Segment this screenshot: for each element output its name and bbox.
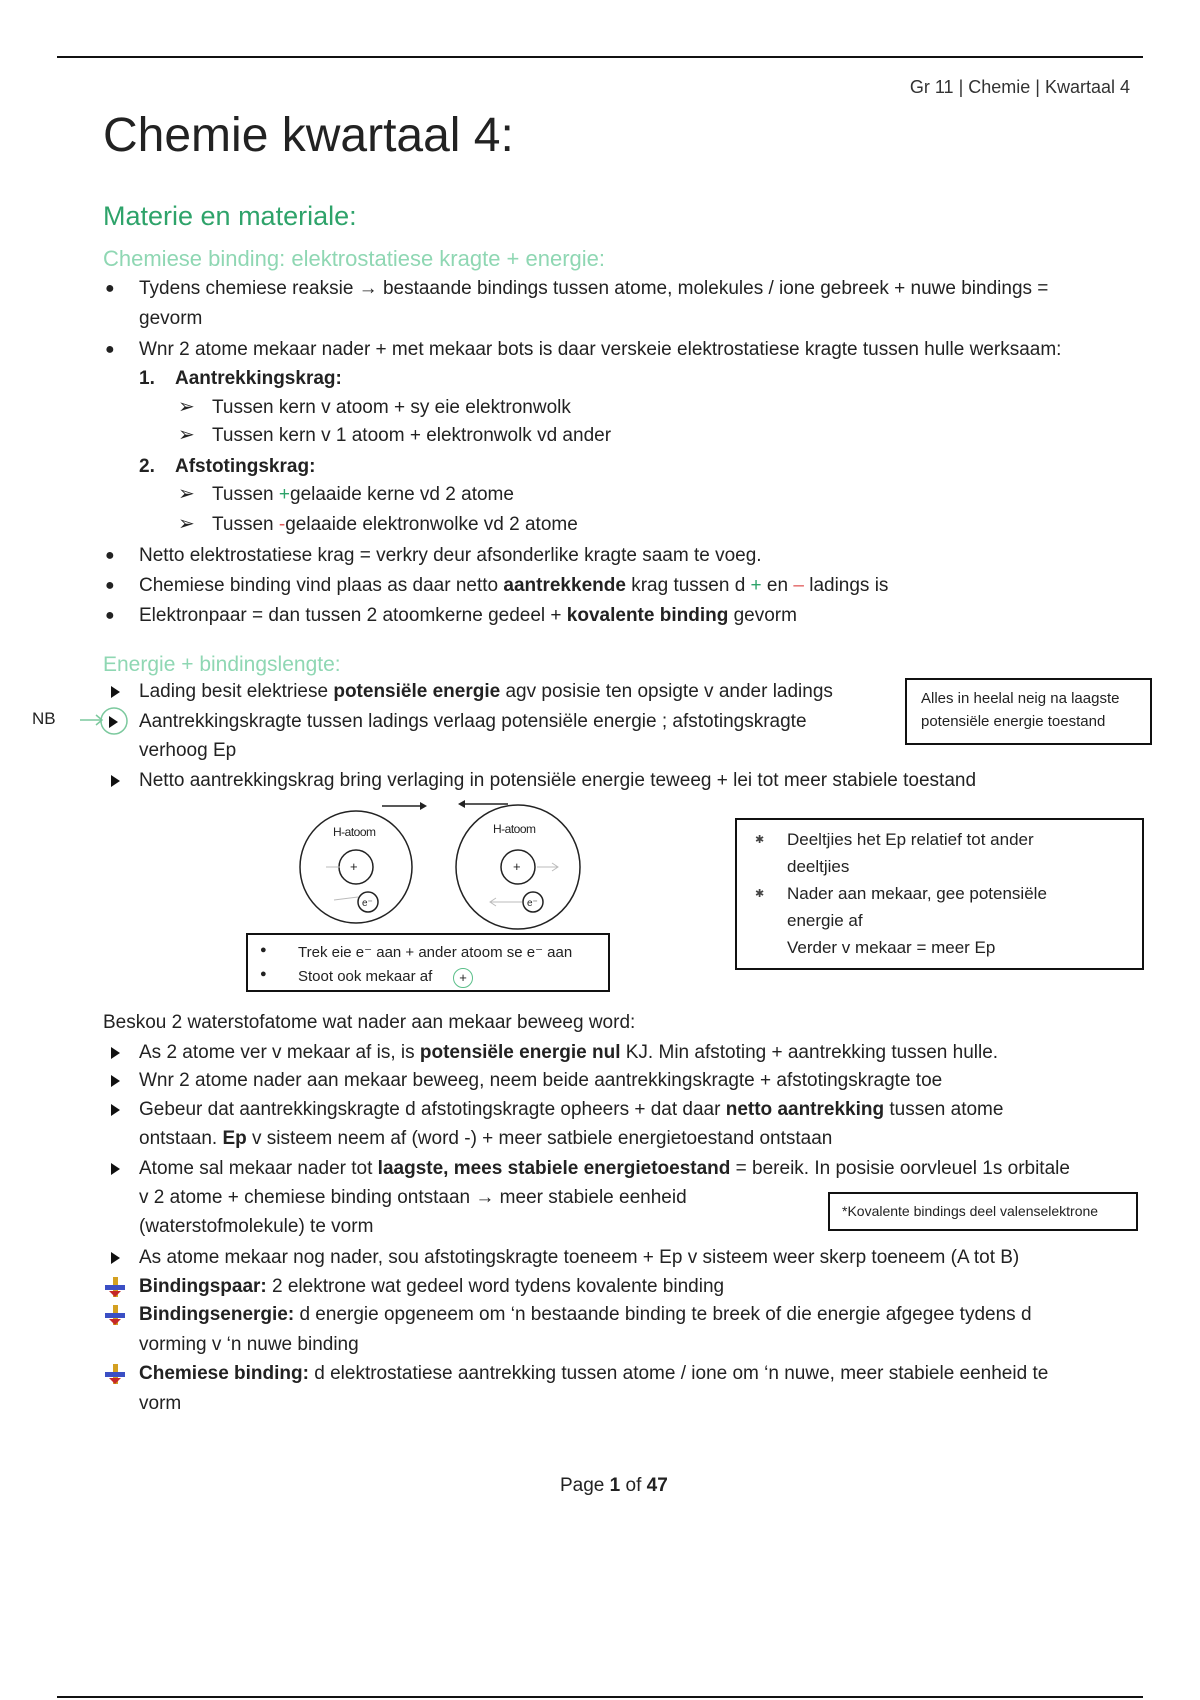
hydrogen-point-3a: Gebeur dat aantrekkingskragte d afstotingskragte opheers + dat daar netto aantrekking tussen atome <box>139 1099 1004 1120</box>
arrowhead-bullet-icon: ➢ <box>178 483 195 505</box>
numbered-item-1-label: Aantrekkingskrag: <box>175 368 342 389</box>
page-title: Chemie kwartaal 4: <box>103 109 514 162</box>
numbered-item-2-label: Afstotingskrag: <box>175 456 316 477</box>
subheading-chemical-bonding: Chemiese binding: elektrostatiese kragte + energie: <box>103 246 606 271</box>
definition-chemical-bond-a: Chemiese binding: d elektrostatiese aantrekking tussen atome / ione om ‘n nuwe, meer stabiele eenheid te <box>139 1363 1049 1384</box>
subheading-energy: Energie + bindingslengte: <box>103 653 341 676</box>
bullet-text-2: Wnr 2 atome mekaar nader + met mekaar bots is daar verskeie elektrostatiese kragte tussen hulle werksaam: <box>139 339 1062 360</box>
triangle-bullet-icon <box>111 1104 120 1116</box>
bullet-icon: ● <box>260 944 267 956</box>
definition-bond-energy-b: vorming v ‘n nuwe binding <box>139 1334 359 1355</box>
hydrogen-point-5: As atome mekaar nog nader, sou afstotingskragte toeneem + Ep v sisteem weer skerp toeneem (A tot B) <box>139 1247 1020 1268</box>
star-bullet-icon: ✱ <box>755 834 765 846</box>
energy-point-3: Netto aantrekkingskrag bring verlaging in potensiële energie teweeg + lei tot meer stabiele toestand <box>139 770 977 791</box>
arrowhead-bullet-icon: ➢ <box>178 396 195 418</box>
cross-arrow-icon <box>104 1363 126 1385</box>
triangle-bullet-icon <box>111 775 120 787</box>
arrowhead-bullet-icon: ➢ <box>178 513 195 535</box>
nucleus-sign-left: + <box>350 859 358 874</box>
bullet-icon: ● <box>105 577 115 594</box>
energy-point-2b: verhoog Ep <box>139 740 237 761</box>
triangle-bullet-icon <box>109 716 118 728</box>
triangle-bullet-icon <box>111 1252 120 1264</box>
cross-arrow-icon <box>104 1304 126 1326</box>
electron-sign-right: e⁻ <box>527 898 538 909</box>
note-box-particles: ✱ Deeltjies het Ep relatief tot ander deeltjies ✱ Nader aan mekaar, gee potensiële energie af Verder v mekaar = meer Ep <box>735 818 1144 970</box>
hydrogen-point-4c: (waterstofmolekule) te vorm <box>139 1216 374 1237</box>
sub-item-1b: Tussen kern v 1 atoom + elektronwolk vd ander <box>212 425 612 446</box>
bullet-text-1b: gevorm <box>139 308 203 329</box>
header-rule <box>57 56 1143 58</box>
bullet-text-1a: Tydens chemiese reaksie → bestaande bindings tussen atome, molekules / ione gebreek + nuwe bindings = <box>139 278 1049 299</box>
cross-arrow-icon <box>104 1276 126 1298</box>
hydrogen-point-1: As 2 atome ver v mekaar af is, is potensiële energie nul KJ. Min afstoting + aantrekking tussen hulle. <box>139 1042 999 1063</box>
nb-arrow-icon <box>78 704 128 738</box>
bullet-text-3: Netto elektrostatiese krag = verkry deur afsonderlike kragte saam te voeg. <box>139 545 762 566</box>
bullet-icon: ● <box>260 968 267 980</box>
star-bullet-icon: ✱ <box>755 888 765 900</box>
triangle-bullet-icon <box>111 1075 120 1087</box>
energy-point-1: Lading besit elektriese potensiële energie agv posisie ten opsigte v ander ladings <box>139 681 833 702</box>
arrowhead-bullet-icon: ➢ <box>178 424 195 446</box>
definition-chemical-bond-b: vorm <box>139 1393 182 1414</box>
definition-bond-energy-a: Bindingsenergie: d energie opgeneem om ‘n bestaande binding te breek of die energie afgegee tydens d <box>139 1304 1032 1325</box>
page-header: Gr 11 | Chemie | Kwartaal 4 <box>909 77 1130 97</box>
energy-point-2a: Aantrekkingskragte tussen ladings verlaag potensiële energie ; afstotingskragte <box>139 711 807 732</box>
bullet-text-5: Elektronpaar = dan tussen 2 atoomkerne gedeel + kovalente binding gevorm <box>139 605 797 626</box>
triangle-bullet-icon <box>111 1047 120 1059</box>
hydrogen-point-3b: ontstaan. Ep v sisteem neem af (word -) + meer satbiele energietoestand ontstaan <box>139 1128 833 1149</box>
atom-label-right: H-atoom <box>493 822 536 836</box>
sub-item-2a: Tussen +gelaaide kerne vd 2 atome <box>212 484 514 505</box>
triangle-bullet-icon <box>111 686 120 698</box>
numbered-item-1: 1. <box>139 368 155 389</box>
hydrogen-point-2: Wnr 2 atome nader aan mekaar beweeg, neem beide aantrekkingskragte + afstotingskragte toe <box>139 1070 943 1091</box>
plus-circle-icon: + <box>453 968 473 988</box>
nb-note: NB <box>32 709 56 728</box>
hydrogen-point-4a: Atome sal mekaar nader tot laagste, mees stabiele energietoestand = bereik. In posisie oorvleuel 1s orbitale <box>139 1158 1070 1179</box>
page-number: Page 1 of 47 <box>560 1475 668 1496</box>
definition-bonding-pair: Bindingspaar: 2 elektrone wat gedeel word tydens kovalente binding <box>139 1276 725 1297</box>
atom-label-left: H-atoom <box>333 825 376 839</box>
bullet-icon: ● <box>105 607 115 624</box>
hydrogen-atoms-diagram <box>290 795 610 930</box>
footer-rule <box>57 1696 1143 1698</box>
bullet-text-4: Chemiese binding vind plaas as daar netto aantrekkende krag tussen d + en – ladings is <box>139 575 889 596</box>
triangle-bullet-icon <box>111 1163 120 1175</box>
numbered-item-2: 2. <box>139 456 155 477</box>
nucleus-sign-right: + <box>513 859 521 874</box>
note-box-covalent: *Kovalente bindings deel valenselektrone <box>828 1192 1138 1231</box>
hydrogen-point-4b: v 2 atome + chemiese binding ontstaan → meer stabiele eenheid <box>139 1187 687 1208</box>
bullet-icon: ● <box>105 280 115 297</box>
sub-item-1a: Tussen kern v atoom + sy eie elektronwolk <box>212 397 571 418</box>
sub-item-2b: Tussen -gelaaide elektronwolke vd 2 atome <box>212 514 578 535</box>
bullet-icon: ● <box>105 341 115 358</box>
intro-text: Beskou 2 waterstofatome wat nader aan mekaar beweeg word: <box>103 1012 636 1033</box>
note-box-lowest-energy: Alles in heelal neig na laagste potensiële energie toestand <box>905 678 1152 745</box>
section-heading: Materie en materiale: <box>103 201 357 231</box>
note-box-attract-repel: ● Trek eie e⁻ aan + ander atoom se e⁻ aan ● Stoot ook mekaar af + <box>246 933 610 992</box>
electron-sign-left: e⁻ <box>362 898 373 909</box>
bullet-icon: ● <box>105 547 115 564</box>
